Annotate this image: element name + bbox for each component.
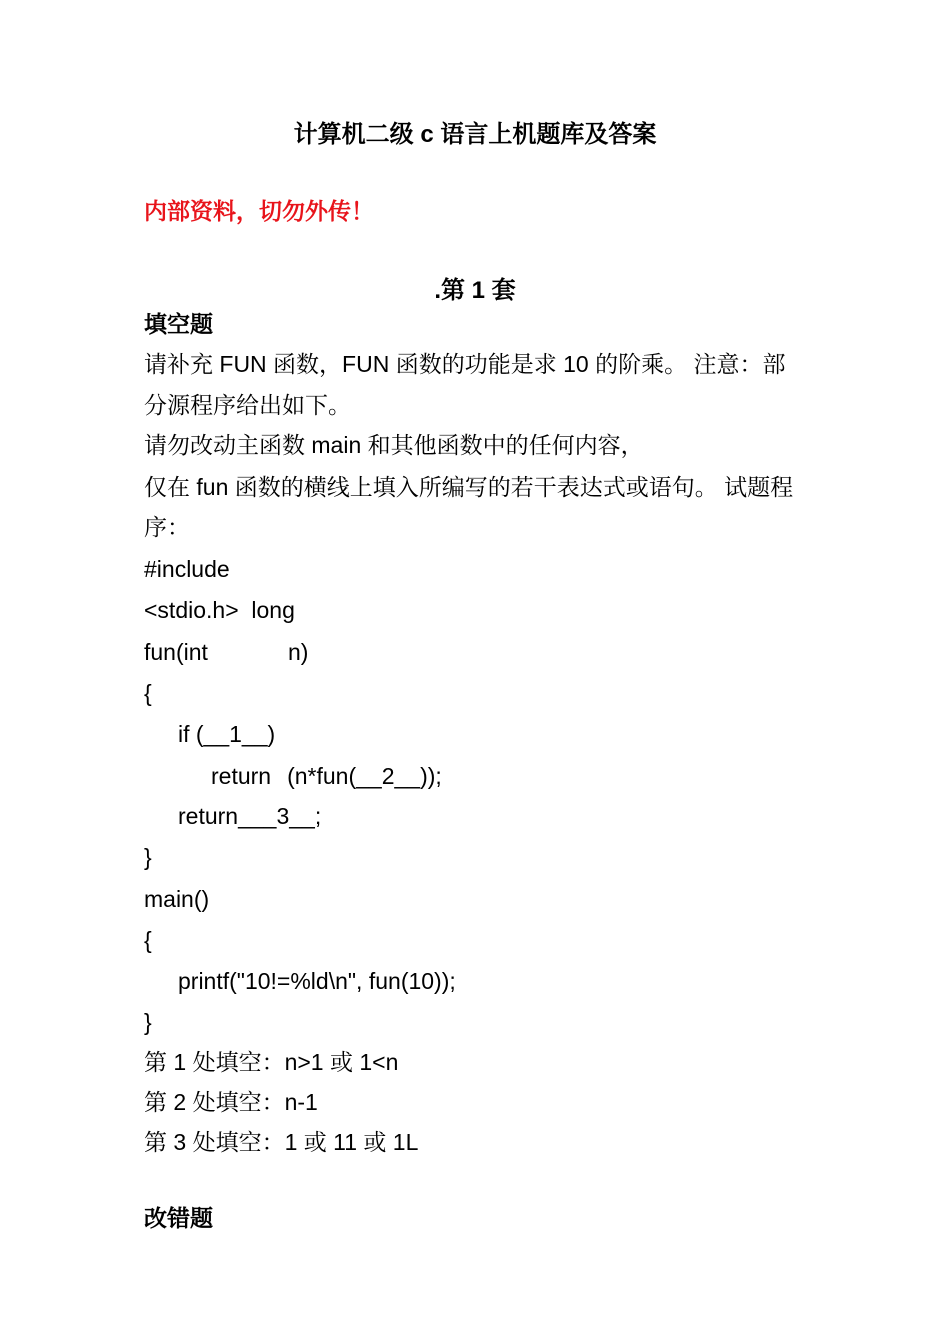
- code-main: main(): [144, 886, 210, 912]
- code-return-keyword: return: [211, 763, 272, 789]
- code-return-3: return___3__;: [178, 803, 322, 829]
- code-include: #include: [144, 556, 230, 582]
- code-brace-open-2: {: [144, 927, 152, 953]
- code-printf: printf("10!=%ld\n", fun(10));: [178, 968, 456, 994]
- code-stdio-long: <stdio.h> long: [144, 597, 295, 623]
- instruction-line-1: 请补充 FUN 函数，FUN 函数的功能是求 10 的阶乘。 注意：部: [144, 351, 786, 377]
- code-brace-close-1: }: [144, 844, 152, 870]
- code-brace-open-1: {: [144, 680, 152, 706]
- instruction-line-3: 请勿改动主函数 main 和其他函数中的任何内容，: [144, 432, 644, 458]
- document-title: 计算机二级 c 语言上机题库及答案: [293, 121, 657, 148]
- section-fill-blank-heading: 填空题: [144, 311, 213, 337]
- code-brace-close-2: }: [144, 1009, 152, 1035]
- confidential-warning: 内部资料，切勿外传！: [144, 198, 374, 224]
- code-fun-n: n): [287, 639, 309, 665]
- answer-3: 第 3 处填空：1 或 11 或 1L: [144, 1129, 419, 1155]
- code-return-expression: (n*fun(__2__));: [287, 763, 442, 789]
- code-fun-int: fun(int: [144, 639, 208, 665]
- section-fix-error-heading: 改错题: [144, 1205, 213, 1231]
- answer-1: 第 1 处填空：n>1 或 1<n: [144, 1049, 399, 1075]
- instruction-line-2: 分源程序给出如下。: [144, 392, 351, 418]
- code-fun-signature: [144, 638, 308, 666]
- answer-2: 第 2 处填空：n-1: [144, 1089, 318, 1115]
- code-return-recursive: [211, 762, 442, 790]
- instruction-line-4: 仅在 fun 函数的横线上填入所编写的若干表达式或语句。 试题程: [144, 474, 794, 500]
- set-heading: .第 1 套: [434, 277, 516, 304]
- code-if-line: if (__1__): [178, 721, 276, 747]
- instruction-line-5: 序：: [144, 514, 190, 540]
